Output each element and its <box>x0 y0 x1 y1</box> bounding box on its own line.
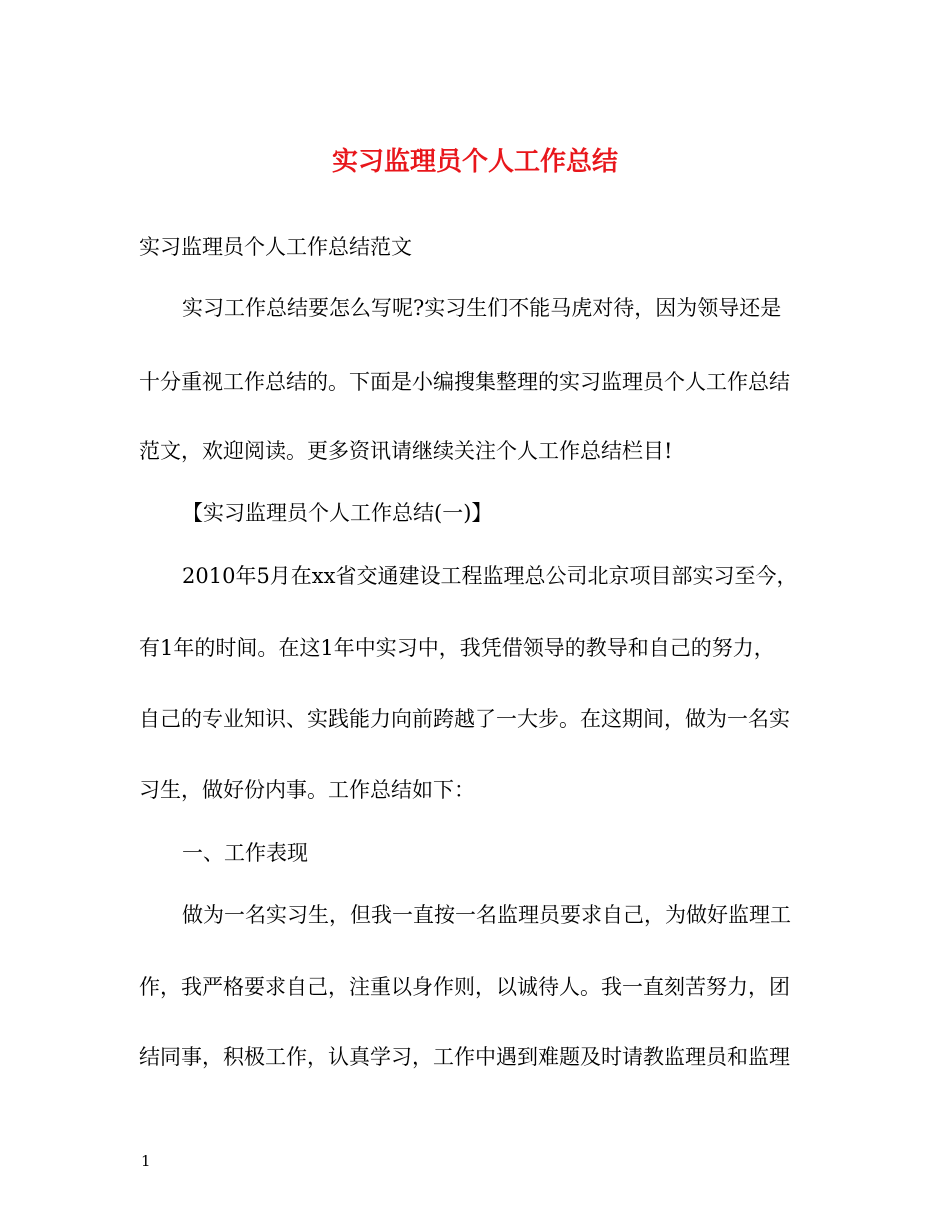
document-subtitle: 实习监理员个人工作总结范文 <box>139 235 412 259</box>
paragraph-line: 自己的专业知识、实践能力向前跨越了一大步。在这期间，做为一名实 <box>139 707 790 731</box>
subsection-heading: 一、工作表现 <box>182 841 308 865</box>
page-number: 1 <box>141 1152 151 1170</box>
paragraph-line: 做为一名实习生，但我一直按一名监理员要求自己，为做好监理工 <box>182 903 791 927</box>
paragraph-line: 结同事，积极工作，认真学习，工作中遇到难题及时请教监理员和监理 <box>139 1045 790 1069</box>
paragraph-line: 2010年5月在xx省交通建设工程监理总公司北京项目部实习至今， <box>182 564 798 588</box>
paragraph-line: 习生，做好份内事。工作总结如下： <box>139 778 475 802</box>
paragraph-line: 十分重视工作总结的。下面是小编搜集整理的实习监理员个人工作总结 <box>139 370 790 394</box>
paragraph-line: 有1年的时间。在这1年中实习中，我凭借领导的教导和自己的努力， <box>139 636 775 660</box>
document-title: 实习监理员个人工作总结 <box>331 147 618 177</box>
paragraph-line: 作，我严格要求自己，注重以身作则，以诚待人。我一直刻苦努力，团 <box>139 975 790 999</box>
section-heading: 【实习监理员个人工作总结(一)】 <box>182 501 493 525</box>
paragraph-line: 实习工作总结要怎么写呢?实习生们不能马虎对待，因为领导还是 <box>182 296 782 320</box>
paragraph-line: 范文，欢迎阅读。更多资讯请继续关注个人工作总结栏目! <box>139 439 673 463</box>
